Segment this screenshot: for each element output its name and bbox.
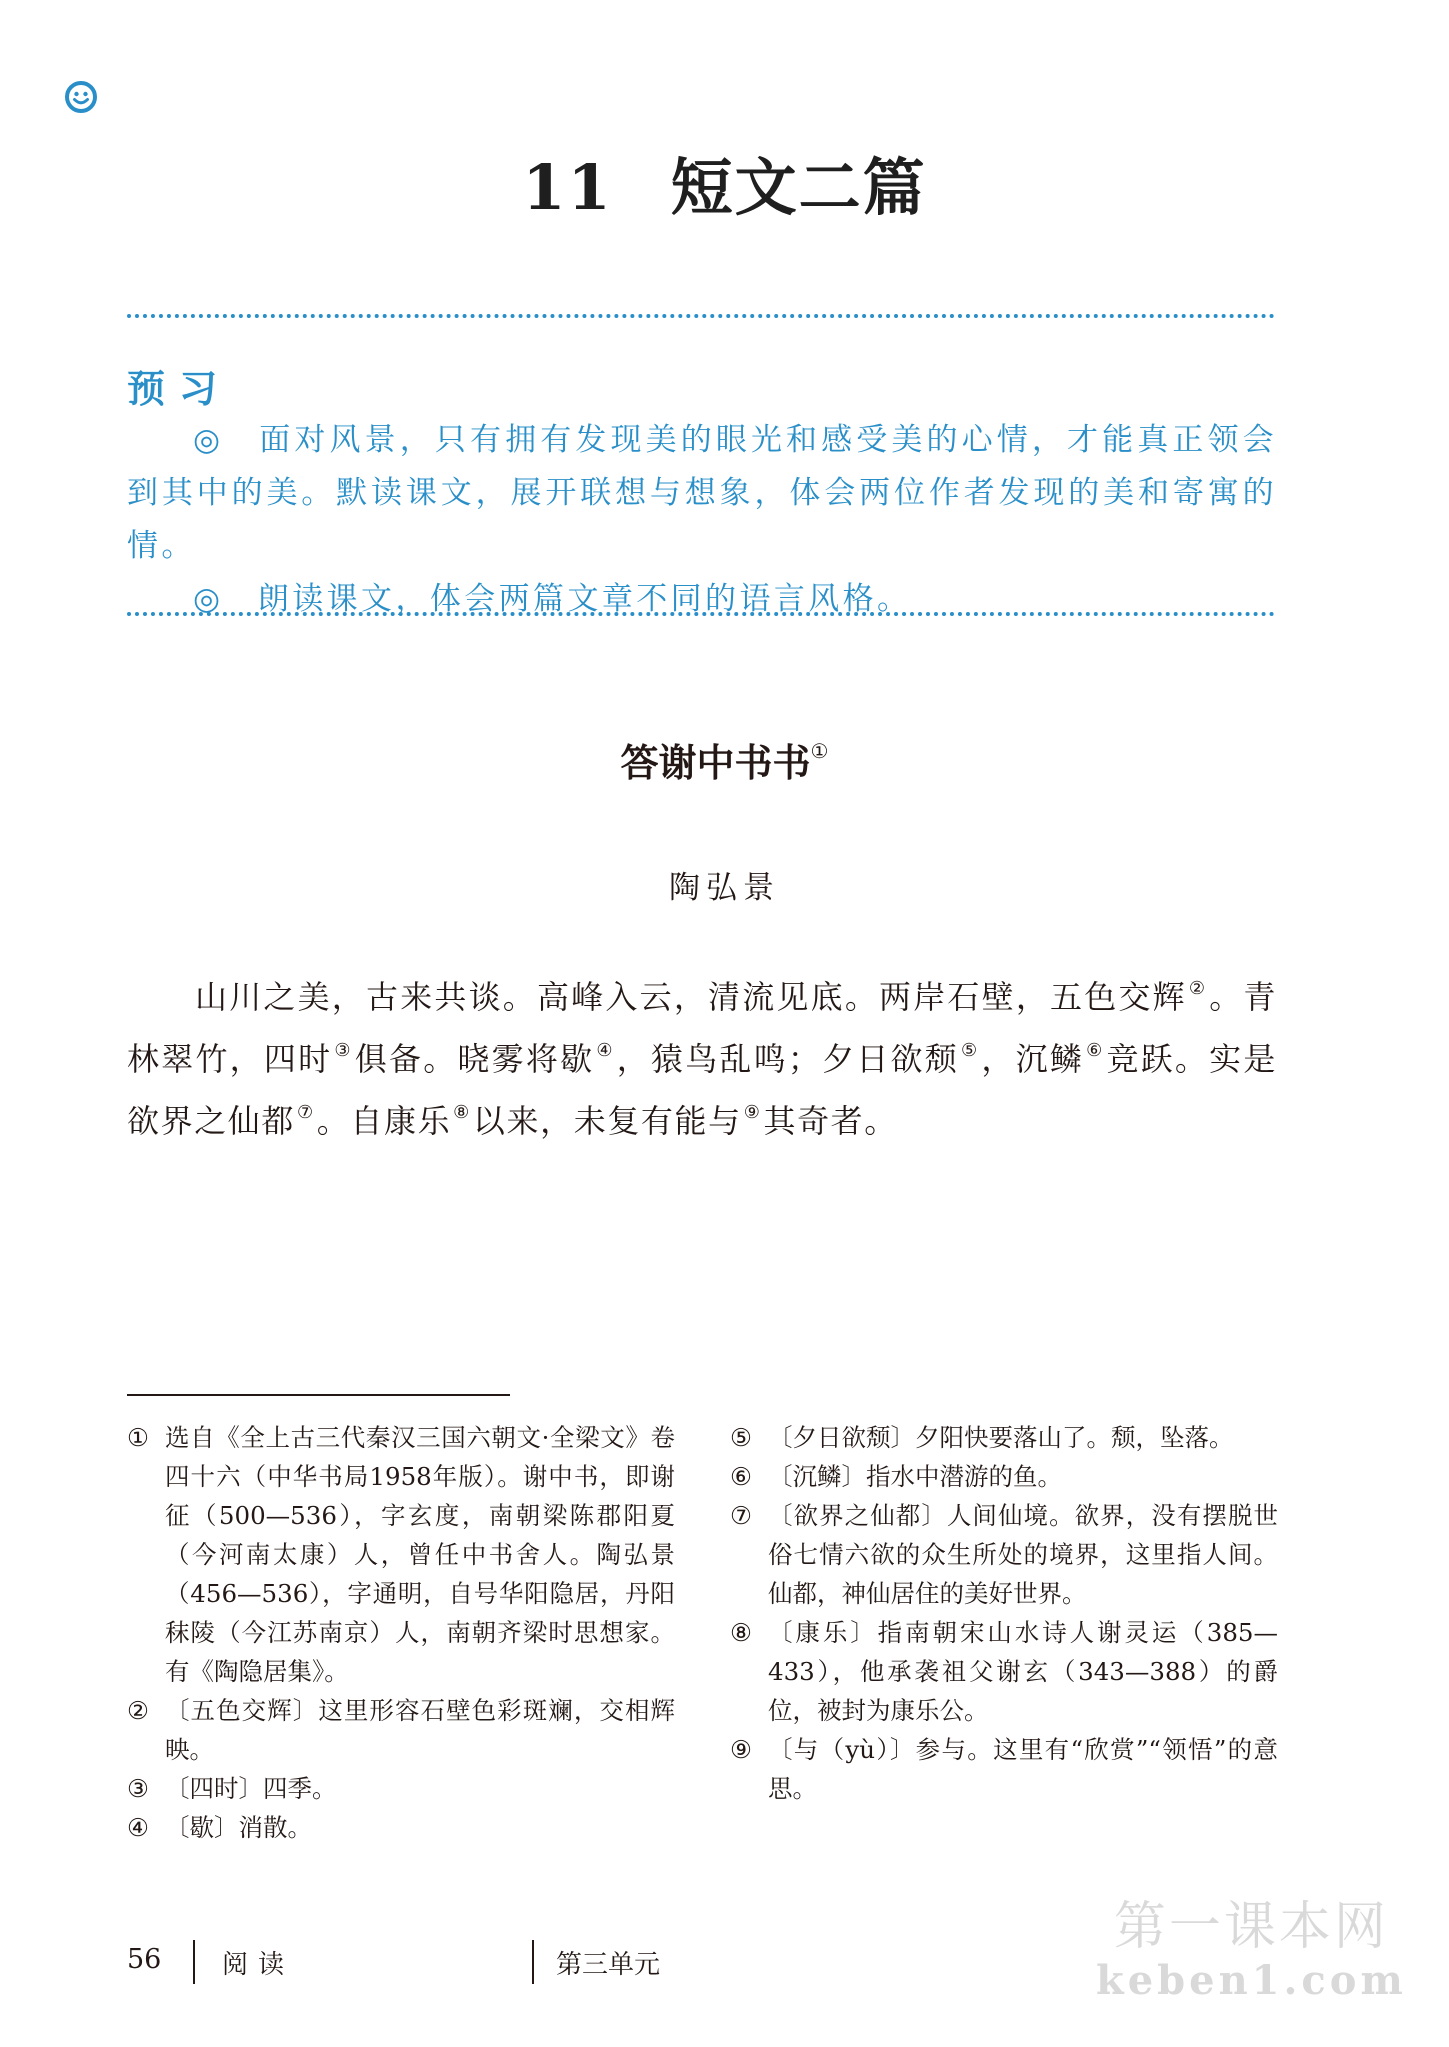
footnote-ref: ⑧ [453,1102,471,1123]
essay-text: 山川之美，古来共谈。高峰入云，清流见底。两岸石壁，五色交辉 [195,978,1187,1016]
essay-text: 俱备。晓雾将歇 [354,1040,595,1078]
footer-separator [193,1940,195,1984]
footnote-mark: ⑧ [730,1618,752,1647]
footnote-text: 〔欲界之仙都〕人间仙境。欲界，没有摆脱世俗七情六欲的众生所处的境界，这里指人间。仙都，神仙居住的美好世界。 [768,1501,1278,1608]
preview-heading: 预习 [127,366,232,411]
footnote-ref: ④ [596,1040,615,1061]
essay-text: 其奇者。 [763,1102,898,1140]
footnote-mark: ⑨ [730,1735,752,1764]
footnote-item [730,1496,1278,1613]
footnote-item [127,1691,675,1769]
footnote-ref: ② [1188,978,1208,999]
footnote-mark: ⑤ [730,1423,752,1452]
watermark-line: keben1.com [1096,1957,1407,2004]
footer-section: 阅读 [222,1950,295,1980]
footnote-mark: ⑥ [730,1462,752,1491]
essay-title [0,732,1449,787]
essay-text: ，沉鳞 [981,1040,1085,1078]
footnotes-right [730,1418,1278,1808]
footnote-item [127,1808,675,1847]
footer-unit: 第三单元 [556,1950,661,1980]
lesson-title [0,138,1449,227]
footnote-item [730,1730,1278,1808]
preview-bottom-divider [127,612,1275,616]
footnote-item [730,1613,1278,1730]
footnote-mark: ① [127,1423,149,1452]
footnote-mark: ② [127,1696,149,1725]
page-number: 56 [127,1944,162,1975]
essay-text: 以来，未复有能与 [472,1102,742,1140]
footnotes-left [127,1418,675,1847]
preview-item: ◎ 朗读课文，体会两篇文章不同的语言风格。 [193,581,912,617]
preview-top-divider [127,314,1275,318]
footnote-ref: ① [810,739,829,763]
footnote-text: 〔沉鳞〕指水中潜游的鱼。 [768,1462,1062,1491]
preview-item: ◎ 面对风景，只有拥有发现美的眼光和感受美的心情，才能真正领会到其中的美。默读课文，展开联想与想象，体会两位作者发现的美和寄寓的情。 [127,422,1277,564]
essay-text: 。青林翠竹，四时 [127,978,1277,1078]
footnote-ref: ⑦ [297,1102,315,1123]
footnote-ref: ③ [334,1040,353,1061]
essay-text: 。自康乐 [316,1102,452,1140]
footnote-text: 〔四时〕四季。 [165,1774,337,1803]
footnote-item [730,1418,1278,1457]
footnote-rule [127,1394,510,1396]
preview-box [127,414,1277,626]
footnote-mark: ③ [127,1774,149,1803]
essay-text: ，猿鸟乱鸣；夕日欲颓 [616,1040,960,1078]
footer-separator [532,1940,534,1984]
footnote-ref: ⑤ [961,1040,980,1061]
footnote-ref: ⑨ [743,1102,762,1123]
footnote-item [127,1418,675,1691]
footnote-item [127,1769,675,1808]
lesson-number: 11 [522,151,613,224]
essay-text: 竞跃。实是欲界之仙都 [127,1040,1277,1140]
smiley-icon [64,80,98,114]
watermark [1096,1896,1407,2004]
footnote-text: 选自《全上古三代秦汉三国六朝文·全梁文》卷四十六（中华书局1958年版）。谢中书，即谢征（500—536），字玄度，南朝梁陈郡阳夏（今河南太康）人，曾任中书舍人。陶弘景（456—536），字通明，自号华阳隐居，丹阳秣陵（今江苏南京）人，南朝齐梁时思想家。有《陶隐居集》。 [165,1423,675,1686]
essay-title-text: 答谢中书书 [620,740,811,785]
footnote-text: 〔夕日欲颓〕夕阳快要落山了。颓，坠落。 [768,1423,1234,1452]
footnote-mark: ④ [127,1813,149,1842]
footnote-ref: ⑥ [1086,1040,1105,1061]
footnote-item [730,1457,1278,1496]
lesson-name: 短文二篇 [670,151,927,224]
essay-author: 陶弘景 [669,870,780,906]
footnote-text: 〔五色交辉〕这里形容石壁色彩斑斓，交相辉映。 [165,1696,675,1764]
footnote-mark: ⑦ [730,1501,752,1530]
footnote-text: 〔与（yù）〕参与。这里有“欣赏”“领悟”的意思。 [768,1735,1278,1803]
footnote-text: 〔康乐〕指南朝宋山水诗人谢灵运（385—433），他承袭祖父谢玄（343—388）的爵位，被封为康乐公。 [768,1618,1278,1725]
watermark-line: 第一课本网 [1113,1897,1389,1957]
essay-body [127,962,1277,1148]
footnote-text: 〔歇〕消散。 [165,1813,312,1842]
